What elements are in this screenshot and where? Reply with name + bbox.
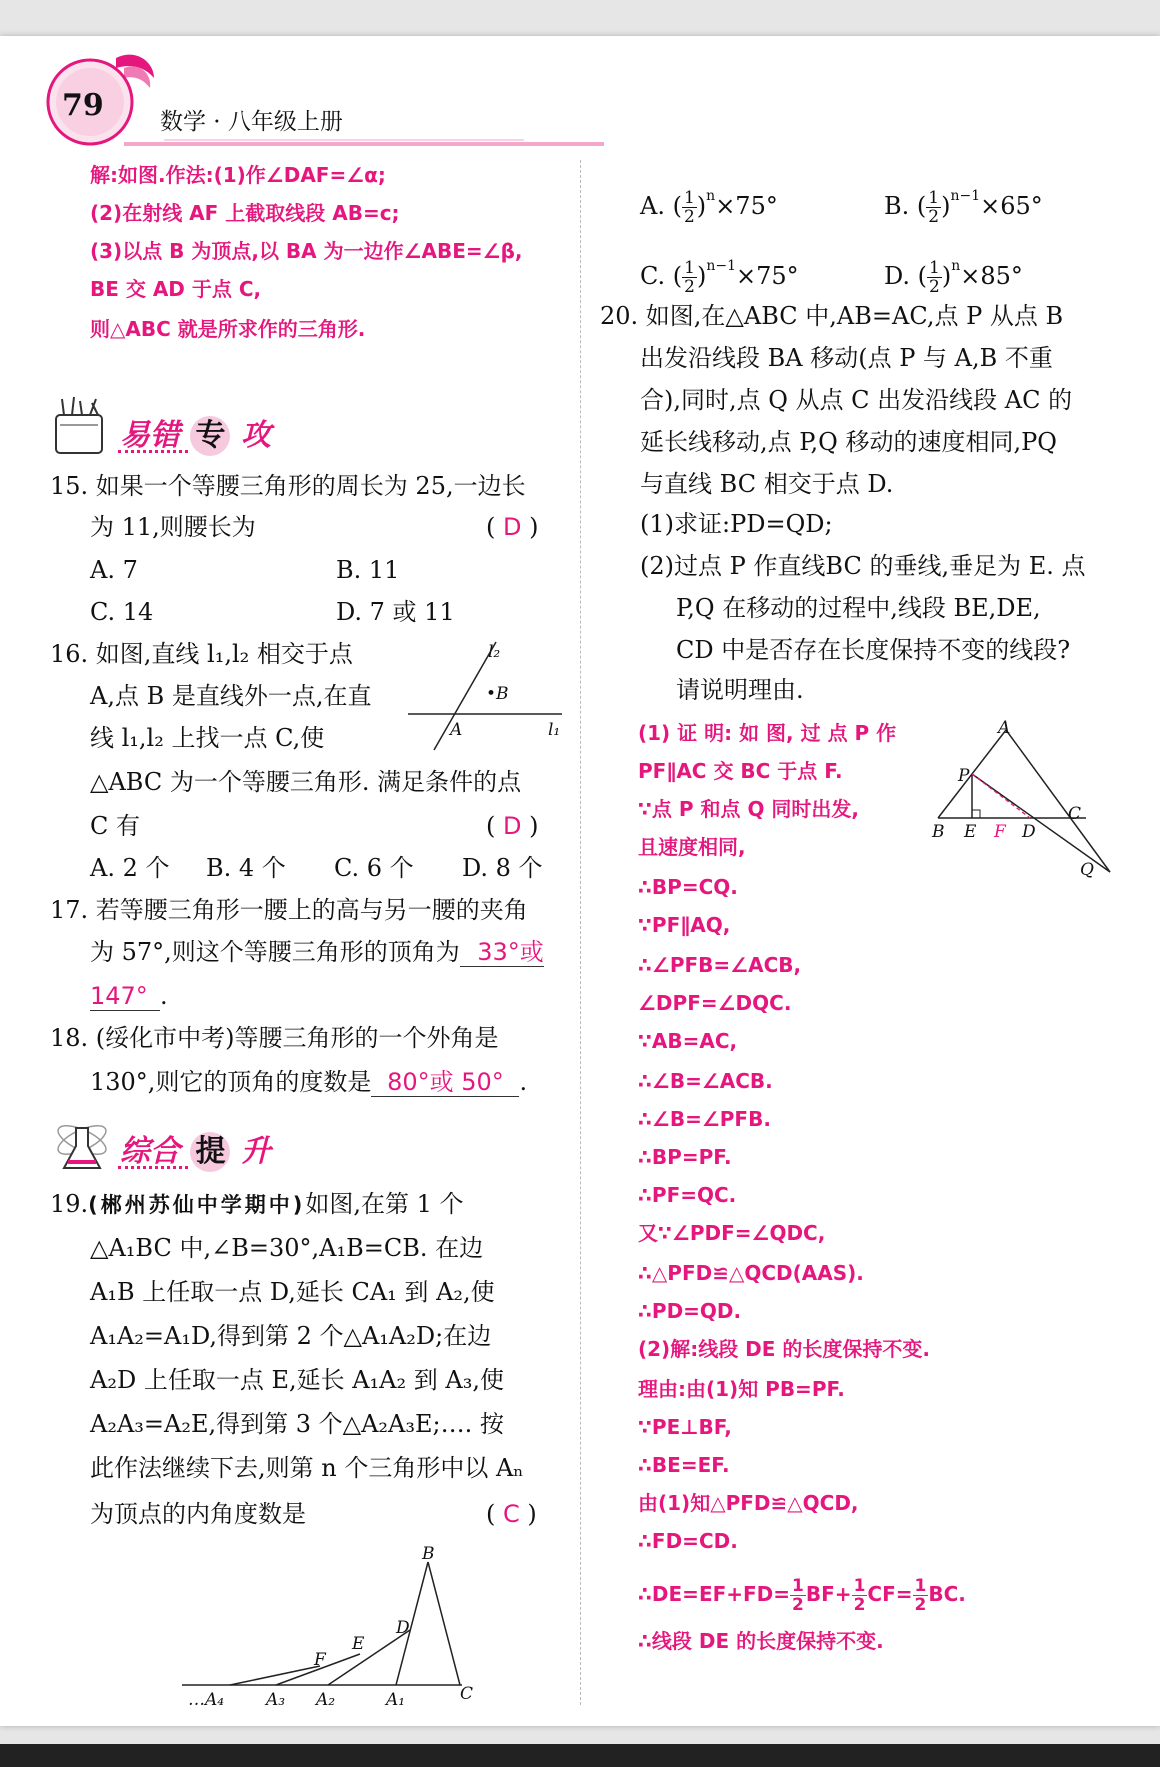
q19-stem: 19.(郴州苏仙中学期中)如图,在第 1 个 [50,1190,464,1218]
solution-line: ∴△PFD≌△QCD(AAS). [638,1261,864,1285]
page-number: 79 [62,88,104,123]
q19-stem: 为顶点的内角度数是 [90,1500,306,1528]
q16-stem: C 有 [90,812,140,840]
q16-figure [400,636,570,756]
q19-stem: A₁B 上任取一点 D,延长 CA₁ 到 A₂,使 [90,1278,495,1306]
q20-stem: 请说明理由. [676,676,804,704]
q19-fig-label: B [422,1544,435,1564]
q19-answer: ( C ) [486,1500,537,1528]
q19-fig-label: A₂ [316,1690,336,1710]
q20-stem: (2)过点 P 作直线BC 的垂线,垂足为 E. 点 [640,552,1086,580]
q19-fig-label: C [460,1684,474,1704]
q20-fig-label: E [964,822,977,842]
q20-stem: 合),同时,点 Q 从点 C 出发沿线段 AC 的 [640,386,1073,414]
solution-line: ∵PF∥AQ, [638,913,731,937]
q19-stem: A₂D 上任取一点 E,延长 A₁A₂ 到 A₃,使 [90,1366,504,1394]
answer-14-line: (3)以点 B 为顶点,以 BA 为一边作∠ABE=∠β, [90,239,523,263]
q19-option-c: C. ( $\frac{1}{2}$ )$^{n-1}$×75° [640,258,799,297]
solution-line: 由(1)知△PFD≌△QCD, [638,1491,859,1515]
q16-fig-label: l₂ [488,642,501,662]
q19-fig-label: …A₄ [188,1690,225,1710]
solution-line: ∴FD=CD. [638,1529,738,1553]
solution-line: (2)解:线段 DE 的长度保持不变. [638,1337,930,1361]
q19-option-b: B. ( $\frac{1}{2}$ )$^{n-1}$×65° [884,188,1043,227]
q20-fig-label: Q [1080,860,1094,880]
q15-option-b: B. 11 [336,556,400,584]
q16-option-a: A. 2 个 [90,854,170,882]
solution-line: ∴∠B=∠PFB. [638,1107,771,1131]
header-decoration [44,44,644,154]
pencil-cup-icon [52,395,112,457]
q17-stem: 17. 若等腰三角形一腰上的高与另一腰的夹角 [50,896,528,924]
solution-line: ∴∠B=∠ACB. [638,1069,773,1093]
section-underline [118,1166,188,1169]
q16-fig-label: A [450,720,463,740]
q16-option-d: D. 8 个 [462,854,543,882]
q19-fig-label: D [396,1618,410,1638]
q20-fig-label: P [958,766,970,786]
answer-14-line: BE 交 AD 于点 C, [90,277,262,301]
solution-line: ∴BP=CQ. [638,875,738,899]
solution-line: ∴线段 DE 的长度保持不变. [638,1629,884,1653]
q19-fig-label: A₁ [386,1690,406,1710]
q16-answer: ( D ) [486,812,539,840]
column-divider [580,160,581,1705]
q16-stem: 线 l₁,l₂ 上找一点 C,使 [90,724,325,752]
q19-option-a: A. ( $\frac{1}{2}$ )$^n$×75° [640,188,778,227]
solution-line: ∴PD=QD. [638,1299,742,1323]
solution-line: 理由:由(1)知 PB=PF. [638,1377,845,1401]
q18-stem: 18. (绥化市中考)等腰三角形的一个外角是 [50,1024,499,1052]
q20-stem: CD 中是否存在长度保持不变的线段? [676,636,1071,664]
answer-14-line: 解:如图.作法:(1)作∠DAF=∠α; [90,163,386,187]
solution-line: ∴BP=PF. [638,1145,732,1169]
q20-fig-label: C [1068,804,1082,824]
section-title-improve: 综合 提 升 [120,1126,271,1172]
q15-stem: 为 11,则腰长为 [90,513,256,541]
solution-line: ∴BE=EF. [638,1453,730,1477]
q20-fig-label: B [932,822,945,842]
solution-line: PF∥AC 交 BC 于点 F. [638,759,843,783]
q20-fig-label: D [1022,822,1036,842]
q16-stem: A,点 B 是直线外一点,在直 [90,682,372,710]
solution-line: 且速度相同, [638,835,746,859]
q15-option-d: D. 7 或 11 [336,598,455,626]
q20-fig-label: A [998,718,1011,738]
section-underline [118,450,188,453]
q16-stem: 16. 如图,直线 l₁,l₂ 相交于点 [50,640,353,668]
q19-fig-label: F [314,1650,326,1670]
q20-stem: 延长线移动,点 P,Q 移动的速度相同,PQ [640,428,1057,456]
solution-line: (1) 证 明: 如 图, 过 点 P 作 [638,721,897,745]
q15-answer: ( D ) [486,513,539,541]
q18-stem: 130°,则它的顶角的度数是 80°或 50° . [90,1068,528,1096]
answer-14-line: 则△ABC 就是所求作的三角形. [90,317,366,341]
q20-stem: 出发沿线段 BA 移动(点 P 与 A,B 不重 [640,344,1053,372]
q16-stem: △ABC 为一个等腰三角形. 满足条件的点 [90,768,522,796]
solution-line: ∴PF=QC. [638,1183,737,1207]
flask-atom-icon [52,1112,112,1174]
q19-stem: A₁A₂=A₁D,得到第 2 个△A₁A₂D;在边 [90,1322,492,1350]
q17-stem: 为 57°,则这个等腰三角形的顶角为 33°或 [90,938,544,966]
q19-stem: 此作法继续下去,则第 n 个三角形中以 Aₙ [90,1454,524,1482]
q19-fig-label: A₃ [266,1690,286,1710]
q16-option-b: B. 4 个 [206,854,286,882]
solution-line: 又∵∠PDF=∠QDC, [638,1221,826,1245]
q16-option-c: C. 6 个 [334,854,414,882]
q15-option-c: C. 14 [90,598,154,626]
solution-line: ∴∠PFB=∠ACB, [638,953,802,977]
bottom-bar [0,1744,1160,1767]
q16-fig-label: l₁ [548,720,561,740]
q20-stem: 20. 如图,在△ABC 中,AB=AC,点 P 从点 B [600,302,1064,330]
solution-line: ∠DPF=∠DQC. [638,991,792,1015]
q19-fig-label: E [352,1634,365,1654]
q15-option-a: A. 7 [90,556,138,584]
q20-stem: 与直线 BC 相交于点 D. [640,470,894,498]
q17-stem: 147° . [90,982,168,1010]
answer-14-line: (2)在射线 AF 上截取线段 AB=c; [90,201,400,225]
q16-fig-label: •B [486,684,509,704]
q20-stem: P,Q 在移动的过程中,线段 BE,DE, [676,594,1041,622]
solution-line: ∵点 P 和点 Q 同时出发, [638,797,860,821]
q15-stem: 15. 如果一个等腰三角形的周长为 25,一边长 [50,472,526,500]
q19-stem: A₂A₃=A₂E,得到第 3 个△A₂A₃E;…. 按 [90,1410,504,1438]
q19-figure [170,1540,490,1700]
solution-final-equation: ∴DE=EF+FD= $\frac{1}{2}$ BF+ $\frac{1}{2}$ CF= $\frac{1}{2}$ BC. [638,1576,966,1615]
solution-line: ∵AB=AC, [638,1029,738,1053]
q20-stem: (1)求证:PD=QD; [640,510,833,538]
solution-line: ∵PE⊥BF, [638,1415,732,1439]
q20-fig-label: F [994,822,1006,842]
header-title: 数学 · 八年级上册 [160,109,343,135]
q19-option-d: D. ( $\frac{1}{2}$ )$^n$×85° [884,258,1023,297]
q19-stem: △A₁BC 中,∠B=30°,A₁B=CB. 在边 [90,1234,484,1262]
section-title-mistakes: 易错 专 攻 [120,410,271,456]
